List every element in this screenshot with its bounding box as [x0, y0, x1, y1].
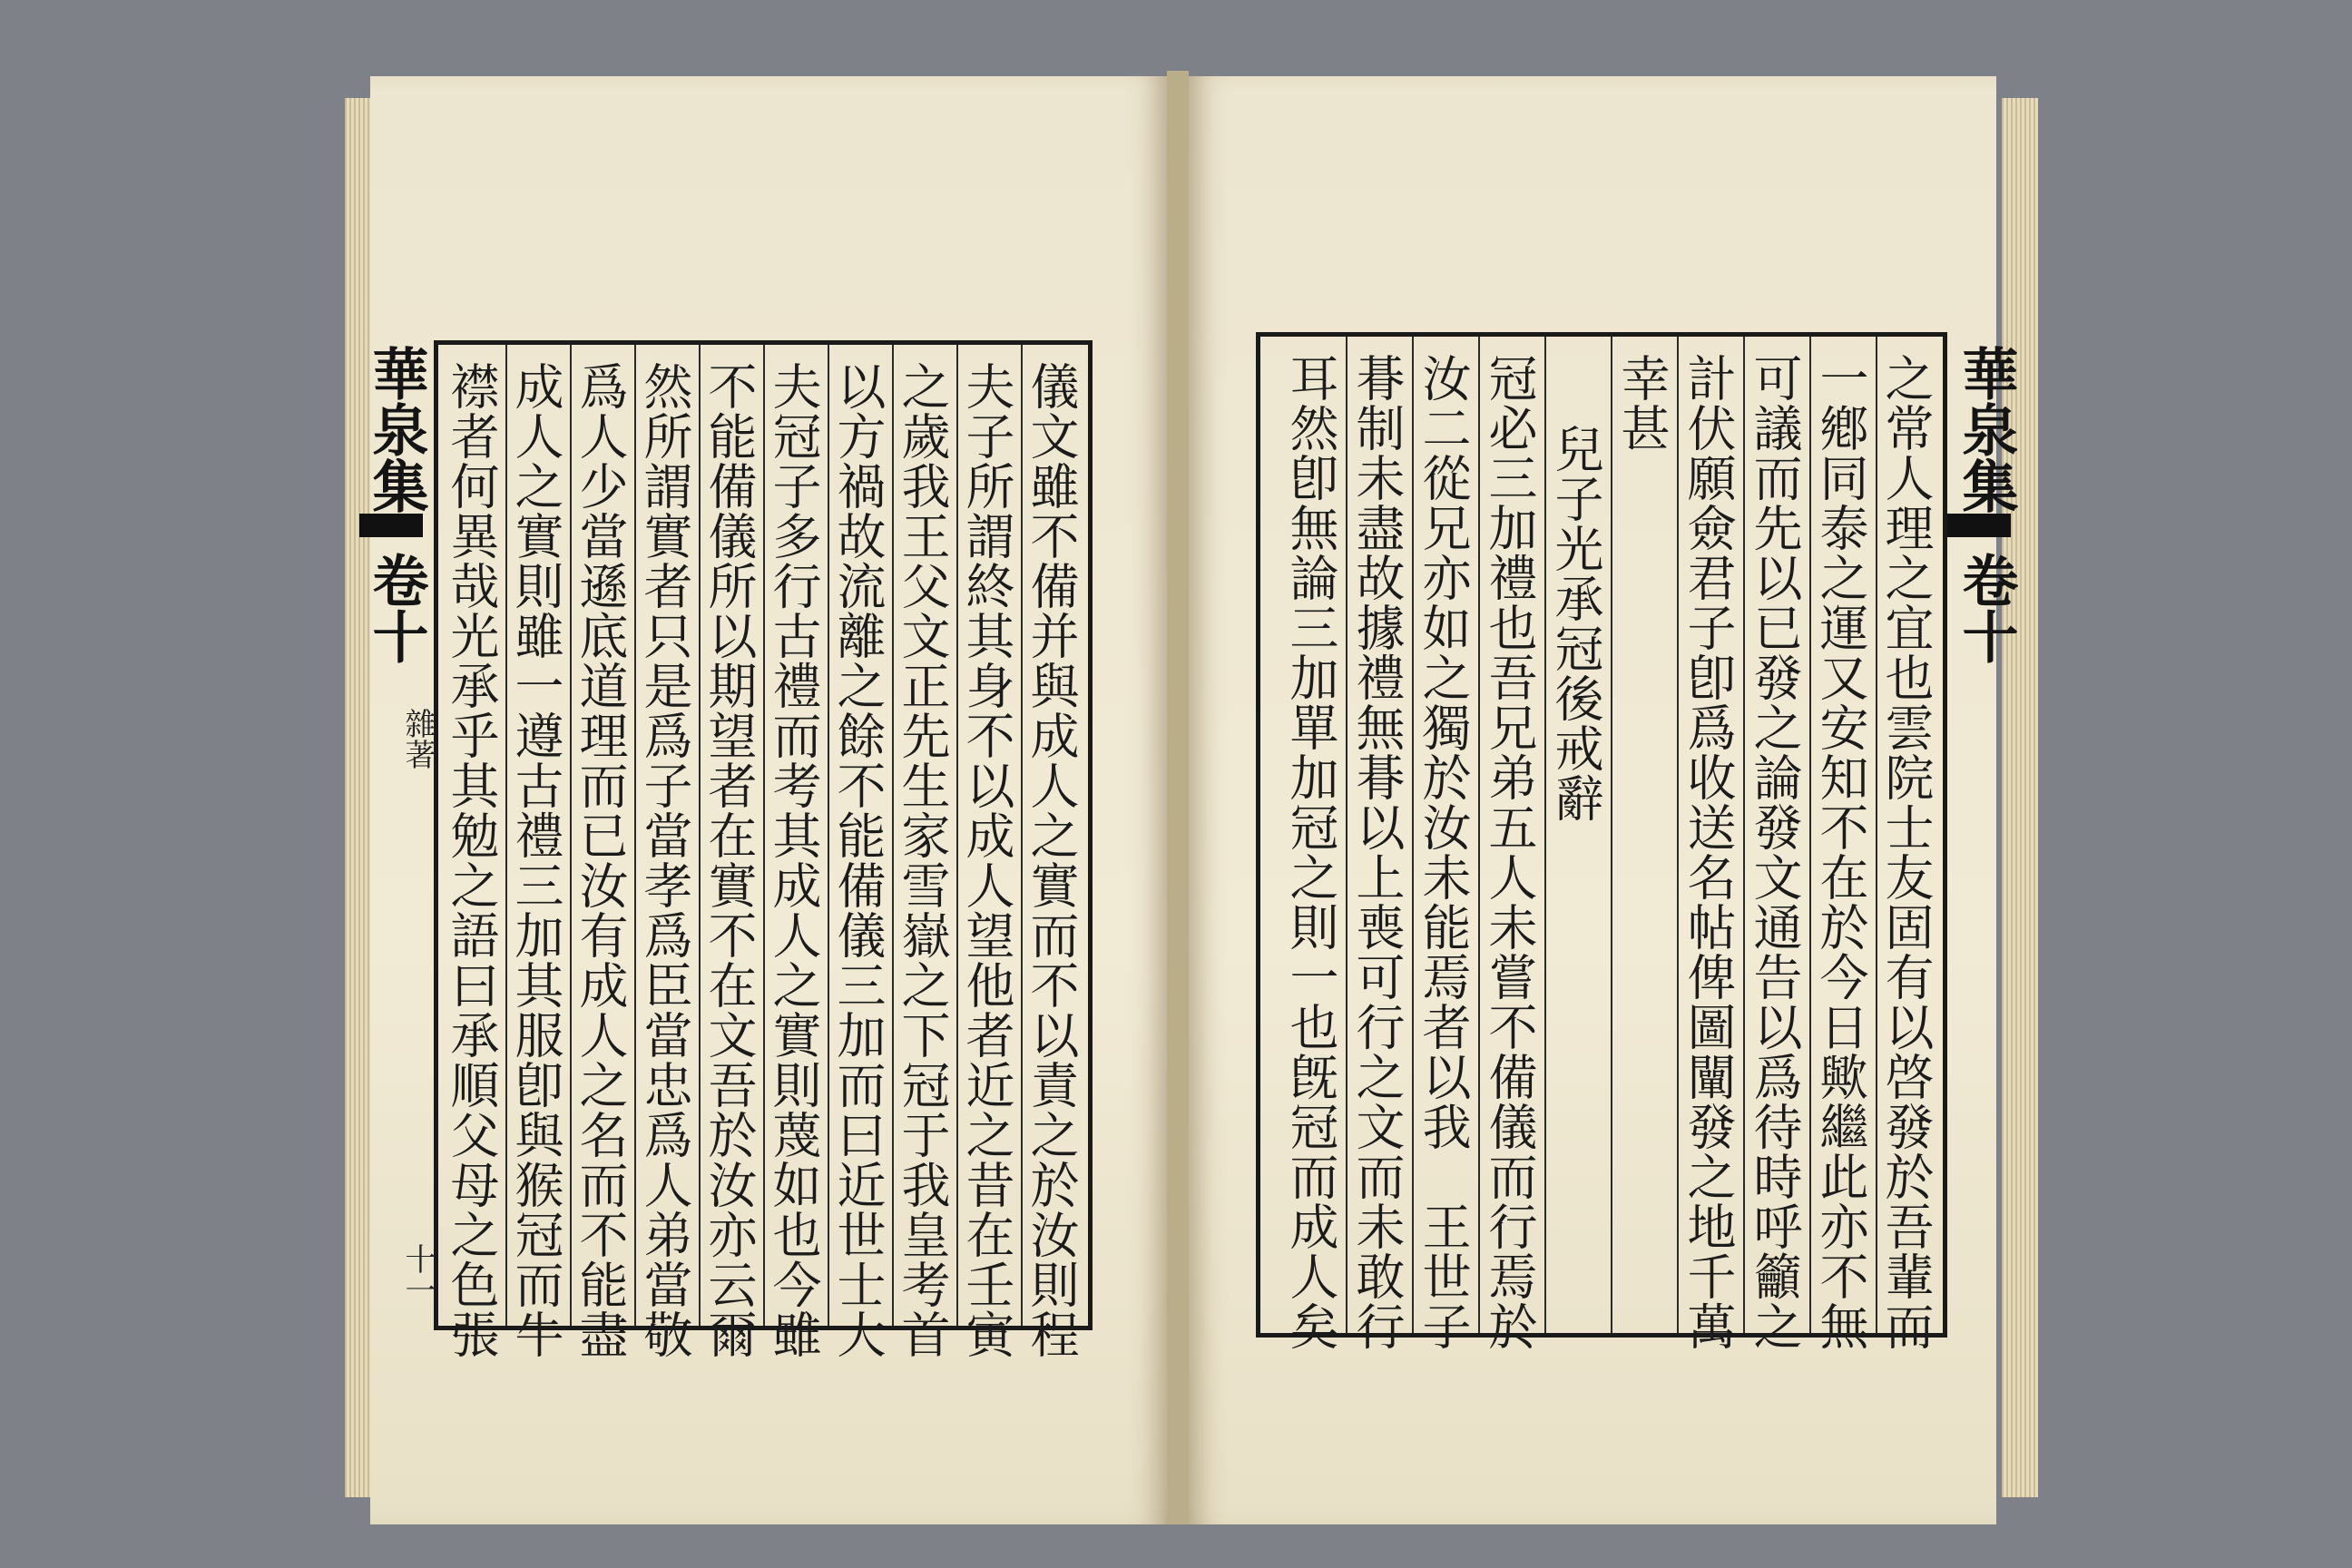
text-column: 一鄕同泰之運又安知不在於今日歟繼此亦不無 — [1812, 353, 1869, 1351]
text-column: 可議而先以已發之論發文通告以爲待時呼籲之 — [1746, 353, 1803, 1351]
book-gutter — [1167, 71, 1189, 1524]
section-heading: 兒子光承冠後戒辭 — [1547, 424, 1604, 823]
text-column: 儀文雖不備并與成人之實而不以責之於汝則程 — [1023, 361, 1080, 1359]
column-rule — [1021, 345, 1023, 1326]
text-column: 不能備儀所以期望者在實不在文吾於汝亦云爾 — [701, 361, 758, 1359]
left-text-frame — [434, 340, 1093, 1359]
right-banner-volume: 卷十 — [1953, 552, 2019, 664]
left-banner-volume: 卷十 — [363, 552, 429, 664]
column-rule — [1809, 337, 1811, 1333]
column-rule — [828, 345, 829, 1326]
text-column: 耳然卽無論三加單加冠之則一也旣冠而成人矣 — [1282, 353, 1339, 1351]
right-banner-title: 華泉集 — [1953, 345, 2019, 514]
column-rule — [699, 345, 701, 1326]
column-rule — [956, 345, 958, 1326]
column-rule — [1743, 337, 1745, 1333]
column-rule — [763, 345, 765, 1326]
column-rule — [1412, 337, 1414, 1333]
text-column: 襟者何異哉光承乎其勉之語曰承順父母之色張 — [443, 361, 500, 1359]
text-column: 爲人少當遜底道理而已汝有成人之名而不能盡 — [572, 361, 629, 1359]
right-text-frame — [1256, 332, 1947, 1351]
text-column: 夫子所謂終其身不以成人望他者近之昔在壬寅 — [958, 361, 1015, 1359]
column-rule — [1544, 337, 1546, 1333]
left-banner-title: 華泉集 — [363, 345, 429, 514]
column-rule — [1677, 337, 1679, 1333]
text-column: 然所謂實者只是爲子當孝爲臣當忠爲人弟當敬 — [636, 361, 693, 1359]
column-rule — [1611, 337, 1612, 1333]
text-column: 汝二從兄亦如之獨於汝未能焉者以我 王世子 — [1415, 353, 1472, 1351]
text-column: 計伏願僉君子卽爲收送名帖俾圖闡發之地千萬 — [1680, 353, 1737, 1351]
text-column: 以方禍故流離之餘不能備儀三加而曰近世士大 — [829, 361, 887, 1359]
text-column: 成人之實則雖一遵古禮三加其服卽與猴冠而牛 — [507, 361, 564, 1359]
right-page-edges — [2002, 98, 2038, 1497]
left-page-number: 十一 — [399, 1243, 436, 1305]
column-rule — [1346, 337, 1348, 1333]
text-column: 朞制未盡故據禮無朞以上喪可行之文而未敢行 — [1348, 353, 1406, 1351]
text-column: 之歲我王父文正先生家雪嶽之下冠于我皇考首 — [894, 361, 951, 1359]
right-banner-mark — [1947, 514, 2011, 537]
column-rule — [634, 345, 636, 1326]
left-banner-mark — [359, 514, 423, 537]
text-column: 夫冠子多行古禮而考其成人之實則蔑如也今雖 — [765, 361, 822, 1359]
column-rule — [505, 345, 507, 1326]
left-section-label: 雜著 — [399, 708, 436, 769]
column-rule — [570, 345, 572, 1326]
column-rule — [1478, 337, 1480, 1333]
text-column: 之常人理之宜也雲院士友固有以啓發於吾輩而 — [1877, 353, 1935, 1351]
text-column: 幸甚 — [1613, 353, 1671, 453]
text-column: 冠必三加禮也吾兄弟五人未嘗不備儀而行焉於 — [1481, 353, 1538, 1351]
column-rule — [1876, 337, 1877, 1333]
column-rule — [892, 345, 894, 1326]
